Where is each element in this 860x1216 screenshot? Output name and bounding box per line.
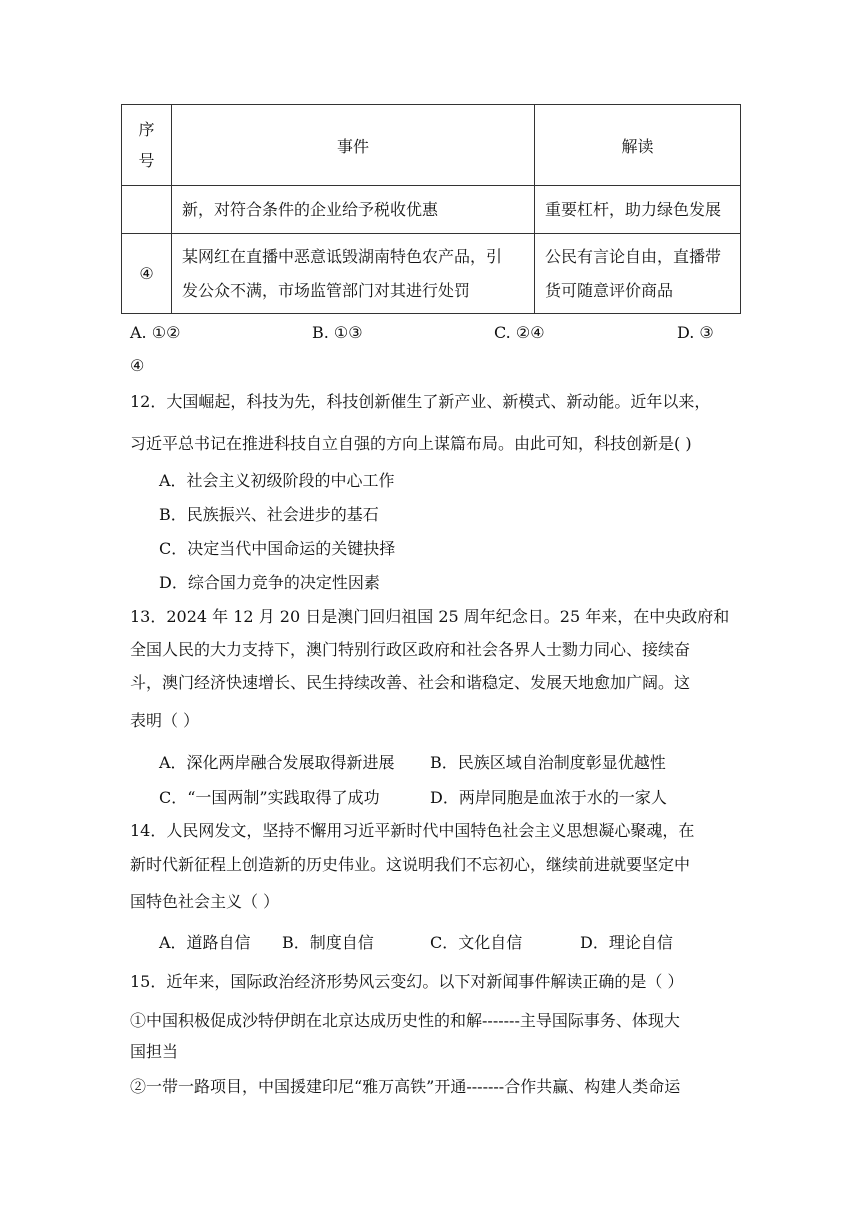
event-table	[121, 104, 741, 314]
q12-stem-line: 12．大国崛起，科技为先，科技创新催生了新产业、新模式、新动能。近年以来，	[130, 392, 711, 411]
q11-option-d-wrap: ④	[130, 356, 145, 375]
q11-option-b: B. ①③	[312, 323, 363, 342]
row-event-line: 某网红在直播中恶意诋毁湖南特色农产品，引	[182, 246, 503, 266]
table-row	[122, 186, 741, 234]
q15-item-line: ①中国积极促成沙特伊朗在北京达成历史性的和解-------主导国际事务、体现大	[130, 1011, 680, 1030]
q12-option-b: B．民族振兴、社会进步的基石	[159, 505, 379, 524]
q11-option-a: A. ①②	[130, 323, 181, 342]
row-event	[172, 234, 535, 314]
row-reading	[535, 186, 741, 234]
q12-option-d: D．综合国力竞争的决定性因素	[159, 573, 380, 592]
q13-option-b: B．民族区域自治制度彰显优越性	[430, 753, 666, 772]
row-reading-text: 重要杠杆，助力绿色发展	[545, 199, 722, 219]
q14-option-b: B．制度自信	[282, 933, 374, 952]
header-event: 事件	[172, 105, 535, 186]
q12-option-c: C．决定当代中国命运的关键抉择	[159, 539, 396, 558]
q13-stem-line: 表明（ ）	[130, 711, 200, 730]
q13-option-a: A．深化两岸融合发展取得新进展	[159, 753, 395, 772]
q13-option-c: C．“一国两制”实践取得了成功	[159, 788, 380, 807]
q13-stem-line: 斗，澳门经济快速增长、民生持续改善、社会和谐稳定、发展天地愈加广阔。这	[130, 673, 691, 692]
q14-stem-line: 国特色社会主义（ ）	[130, 892, 280, 911]
q15-item-line: ②一带一路项目，中国援建印尼“雅万高铁”开通-------合作共赢、构建人类命运	[130, 1077, 681, 1096]
row-reading-line: 货可随意评价商品	[545, 280, 674, 300]
q11-option-c: C. ②④	[494, 323, 545, 342]
q15-item-line: 国担当	[130, 1042, 179, 1061]
q14-option-c: C．文化自信	[430, 933, 523, 952]
q15-stem-line: 15．近年来，国际政治经济形势风云变幻。以下对新闻事件解读正确的是（ ）	[130, 972, 684, 991]
header-seq: 序号	[122, 105, 172, 186]
table-header-row	[122, 105, 741, 186]
row-reading-line: 公民有言论自由，直播带	[545, 246, 722, 266]
row-event-line: 发公众不满，市场监管部门对其进行处罚	[182, 280, 471, 300]
q13-stem-line: 13．2024 年 12 月 20 日是澳门回归祖国 25 周年纪念日。25 年来，在中央政府和	[130, 607, 730, 626]
row-event-text: 新，对符合条件的企业给予税收优惠	[182, 199, 439, 219]
q14-stem-line: 14．人民网发文，坚持不懈用习近平新时代中国特色社会主义思想凝心聚魂，在	[130, 821, 695, 840]
row-event	[172, 186, 535, 234]
q12-option-a: A．社会主义初级阶段的中心工作	[159, 471, 395, 490]
q12-stem-line: 习近平总书记在推进科技自立自强的方向上谋篇布局。由此可知，科技创新是( )	[130, 434, 692, 453]
row-reading	[535, 234, 741, 314]
q14-option-a: A．道路自信	[159, 933, 251, 952]
row-seq	[122, 186, 172, 234]
header-reading: 解读	[535, 105, 741, 186]
q11-option-d: D. ③	[677, 323, 714, 342]
row-seq: ④	[122, 234, 172, 314]
q13-option-d: D．两岸同胞是血浓于水的一家人	[430, 788, 667, 807]
table-row	[122, 234, 741, 314]
q14-option-d: D．理论自信	[580, 933, 673, 952]
q13-stem-line: 全国人民的大力支持下，澳门特别行政区政府和社会各界人士勠力同心、接续奋	[130, 640, 691, 659]
q14-stem-line: 新时代新征程上创造新的历史伟业。这说明我们不忘初心，继续前进就要坚定中	[130, 855, 691, 874]
